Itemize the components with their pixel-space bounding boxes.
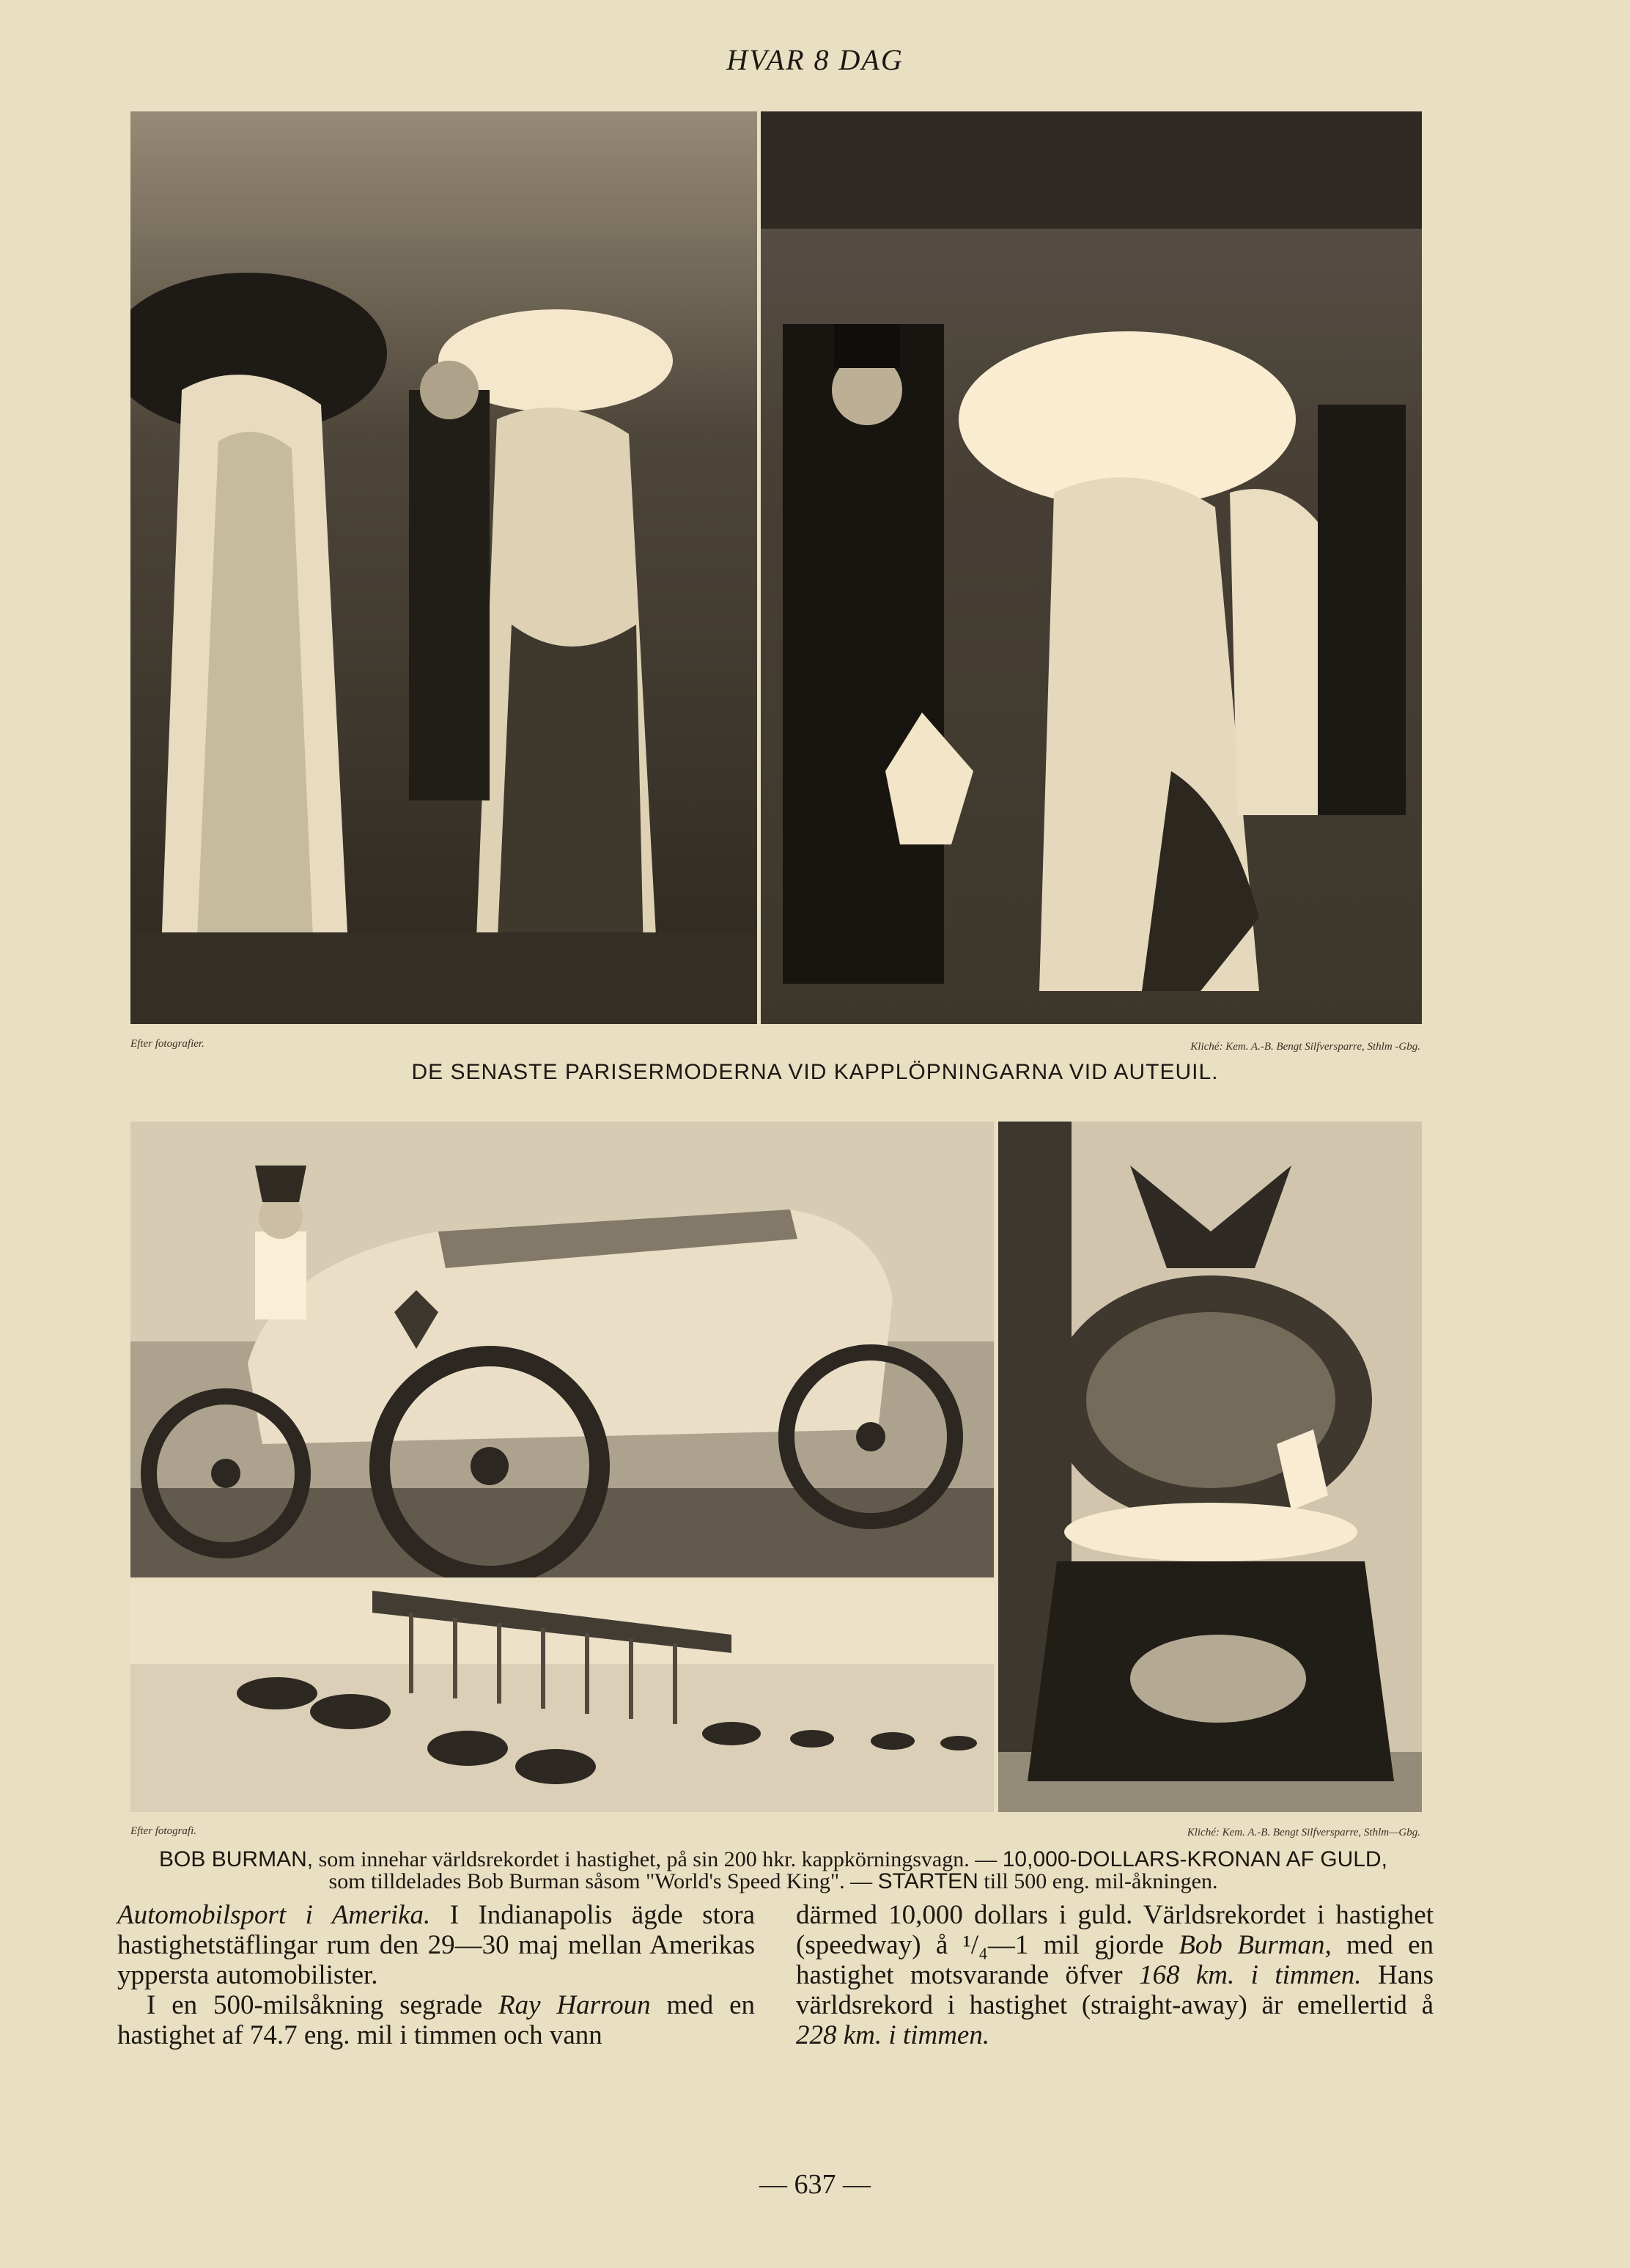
article-paragraph-2 [117,1990,755,2050]
photo-credit-left-top: Efter fotografier. [130,1038,204,1050]
article-paragraph-2-end: med en hastighet af 74.7 eng. mil i timmen och vann [117,1990,756,2050]
photo-race-start [130,1583,994,1812]
caption-racing-line-1 [117,1849,1429,1871]
article-heading: Automobilsport i Amerika. [117,1900,431,1930]
page-header: HVAR 8 DAG [726,43,904,76]
article-paragraph-1-text: I Indianapolis ägde stora hastighetstäflingar rum den 29—30 maj mellan Amerikas yppersta automobilister. [117,1900,756,1990]
caption-starten: STARTEN [877,1869,978,1893]
article-col2-rest: Hans världsrekord i hastighet (straight-away) är emellertid å [796,1960,1434,2020]
page-number: — 637 — [759,2169,871,2200]
photo-credit-left-bottom: Efter fotografi. [130,1825,196,1837]
article-name-ray-harroun: Ray Harroun [498,1990,651,2020]
caption-crown: 10,000-DOLLARS-KRONAN AF GULD, [1002,1847,1387,1871]
article-paragraph-1 [117,1900,755,1990]
photo-auteuil-ladies [130,111,757,1024]
caption-race-length: till 500 eng. mil-åkningen. [984,1869,1218,1893]
article-column-2 [796,1900,1434,2050]
photo-gold-crown-trophy [998,1122,1422,1812]
article-col2-mid: med en hastighet motsvarande öfver [796,1930,1434,1990]
photo-bob-burman-car [130,1122,994,1577]
article-paragraph-2-start: I en 500-milsåkning segrade [147,1990,483,2020]
photo-credit-right-bottom: Kliché: Kem. A.-B. Bengt Silfversparre, Sthlm—Gbg. [1187,1827,1420,1838]
photo-credit-right-top: Kliché: Kem. A.-B. Bengt Silfversparre, Sthlm -Gbg. [1190,1041,1420,1053]
caption-auteuil: DE SENASTE PARISERMODERNA VID KAPPLÖPNINGARNA VID AUTEUIL. [411,1060,1219,1084]
article-speed-168: 168 km. i timmen. [1138,1960,1362,1990]
article-col2-start: därmed 10,000 dollars i guld. Världsrekordet i hastighet (speedway) å ¹/₄—1 mil gjorde [796,1900,1434,1960]
caption-racing [117,1849,1429,1893]
photo-auteuil-couple [761,111,1422,1024]
caption-speed-king: som tilldelades Bob Burman såsom "World's Speed King". — [328,1869,873,1893]
caption-bob-burman: BOB BURMAN, [159,1847,314,1871]
article-paragraph-3 [796,1900,1434,2050]
caption-car-text: som innehar världsrekordet i hastighet, på sin 200 hkr. kappkörningsvagn. — [318,1847,997,1871]
caption-racing-line-2 [117,1871,1429,1893]
article-speed-228: 228 km. i timmen. [796,2020,990,2050]
article-name-bob-burman: Bob Burman, [1179,1930,1332,1960]
article-column-1 [117,1900,755,2050]
